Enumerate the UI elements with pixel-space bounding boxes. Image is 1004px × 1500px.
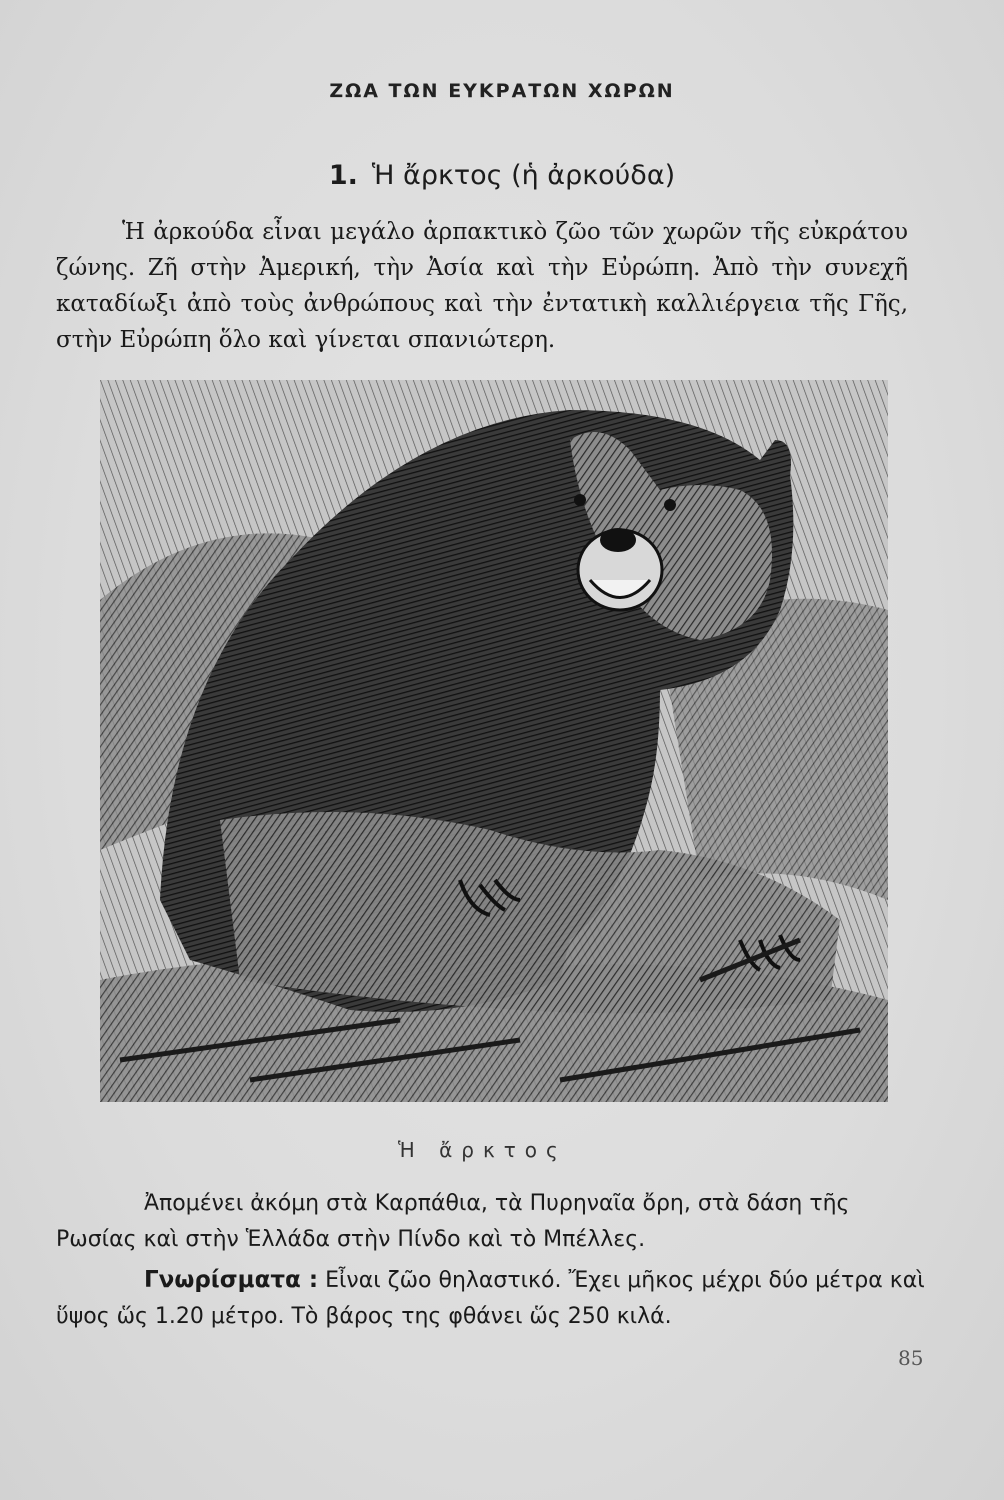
body-paragraph-1: Ἀπομένει ἀκόμη στὰ Καρπάθια, τὰ Πυρηναῖα ὄρη, στὰ δάση τῆς Ρωσίας καὶ στὴν Ἑλλάδα στὴν Πίνδο καὶ τὸ Μπέλλες.	[56, 1191, 850, 1252]
section-title	[0, 160, 1004, 191]
bear-engraving-image	[100, 380, 888, 1102]
page-number: 85	[898, 1346, 924, 1370]
bear-right-eye	[664, 499, 676, 511]
figure-caption: Ἡ ἄρκτος	[398, 1138, 567, 1162]
bear-left-eye	[574, 494, 586, 506]
bear-illustration	[100, 380, 888, 1102]
body-paragraph-2	[56, 1262, 926, 1335]
features-label: Γνωρίσματα :	[144, 1267, 319, 1293]
body-text	[56, 1186, 926, 1335]
running-head: ΖΩΑ ΤΩΝ ΕΥΚΡΑΤΩΝ ΧΩΡΩΝ	[329, 80, 675, 102]
bear-nose	[600, 528, 636, 552]
intro-paragraph-block	[56, 214, 908, 358]
section-heading: Ἡ ἄρκτος (ἡ ἀρκούδα)	[371, 160, 676, 191]
features-text: Εἶναι ζῶο θηλαστικό. Ἔχει μῆκος μέχρι δύο μέτρα καὶ ὕψος ὥς 1.20 μέτρο. Τὸ βάρος της φθάνει ὥς 250 κιλά.	[56, 1268, 925, 1329]
section-number: 1.	[328, 160, 358, 191]
intro-paragraph: Ἡ ἀρκούδα εἶναι μεγάλο ἁρπακτικὸ ζῶο τῶν χωρῶν τῆς εὐκράτου ζώνης. Ζῆ στὴν Ἀμερική, τὴν Ἀσία καὶ τὴν Εὐρώπη. Ἀπὸ τὴν συνεχῆ καταδίωξι ἀπὸ τοὺς ἀνθρώπους καὶ τὴν ἐντατικὴ καλλιέργεια τῆς Γῆς, στὴν Εὐρώπη ὅλο καὶ γίνεται σπανιώτερη.	[56, 219, 908, 353]
